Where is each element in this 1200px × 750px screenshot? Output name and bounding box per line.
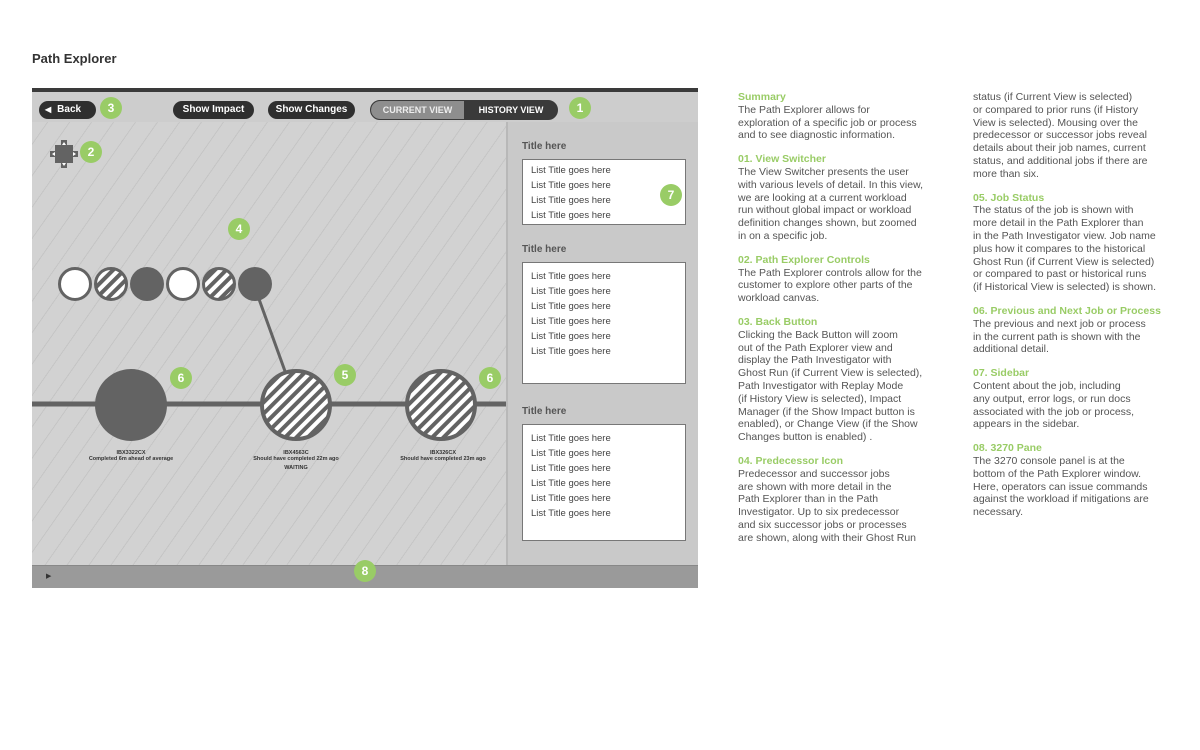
note-heading: 03. Back Button (738, 315, 818, 328)
note-body: The View Switcher presents the user with various levels of detail. In this view, we are looking at a current workload run without global impact or workload definition changes shown, but zoomed in on a specific job. (738, 165, 924, 242)
note-body: The status of the job is shown with more detail in the Path Explorer than in the Path Investigator view. Job name plus how it compares to the historical Ghost Run (if Current View is selected) or compared to past or historical runs (if Historical View is selected) is shown. (973, 204, 1157, 294)
job-state-text: WAITING (284, 465, 308, 471)
next-job-icon[interactable] (407, 371, 475, 439)
predecessor-job-icon[interactable] (238, 267, 272, 301)
sidebar-list-item[interactable]: List Title goes here (531, 301, 611, 312)
note-heading: 01. View Switcher (738, 153, 826, 166)
sidebar-list-item[interactable]: List Title goes here (531, 195, 611, 206)
job-status-text: Should have completed 23m ago (400, 456, 486, 462)
predecessor-job-icon[interactable] (60, 269, 91, 300)
note-heading: 05. Job Status (973, 191, 1045, 204)
note-01 (738, 153, 938, 243)
note-heading: Summary (738, 91, 786, 103)
history-view-tab[interactable]: HISTORY VIEW (465, 101, 557, 119)
note-07 (973, 367, 1173, 431)
show-impact-button[interactable]: Show Impact (173, 101, 254, 119)
page-title: Path Explorer (32, 51, 117, 66)
callout-4: 4 (228, 218, 250, 240)
sidebar-list (522, 262, 686, 384)
note-06 (973, 305, 1173, 356)
sidebar-list-item[interactable]: List Title goes here (531, 165, 611, 176)
note-08 (973, 442, 1173, 519)
note-04 (738, 455, 938, 545)
back-label: Back (57, 104, 82, 115)
job-status-text: Completed 6m ahead of average (88, 456, 174, 462)
note-body: Clicking the Back Button will zoom out of the Path Explorer view and display the Path Investigator with Ghost Run (if Current View is selected), Path Investigator with Replay Mode (if History View is selected), Impact Manager (if the Show Impact button is enabled), or Change View (if the Show Changes button is enabled) . (738, 328, 923, 444)
sidebar-list-item[interactable]: List Title goes here (531, 316, 611, 327)
sidebar-list-item[interactable]: List Title goes here (531, 448, 611, 459)
sidebar-section-title: Title here (522, 141, 567, 152)
previous-job-icon[interactable] (95, 369, 167, 441)
callout-6: 6 (479, 367, 501, 389)
sidebar-list-item[interactable]: List Title goes here (531, 286, 611, 297)
sidebar-list-item[interactable]: List Title goes here (531, 180, 611, 191)
job-name: IBX3322CX (116, 450, 146, 456)
note-02 (738, 254, 938, 305)
triangle-left-icon: ◀ (45, 105, 52, 114)
note-heading: 04. Predecessor Icon (738, 454, 844, 467)
sidebar-list-item[interactable]: List Title goes here (531, 210, 611, 221)
callout-2: 2 (80, 141, 102, 163)
predecessor-job-icon[interactable] (204, 269, 235, 300)
sidebar-list-item[interactable]: List Title goes here (531, 433, 611, 444)
predecessor-job-icon[interactable] (130, 267, 164, 301)
back-button[interactable] (39, 101, 96, 119)
note-heading: 06. Previous and Next Job or Process (973, 304, 1161, 317)
predecessor-icons (60, 267, 273, 301)
note-heading: 07. Sidebar (973, 367, 1030, 380)
view-switcher (370, 100, 558, 120)
canvas-graphics (32, 122, 506, 565)
notes-column-left (738, 91, 938, 556)
job-name: IBX326CX (430, 450, 456, 456)
note-03 (738, 316, 938, 444)
sidebar-list-item[interactable]: List Title goes here (531, 271, 611, 282)
callout-5: 5 (334, 364, 356, 386)
sidebar-section-title: Title here (522, 406, 567, 417)
path-explorer-window (32, 88, 698, 588)
note-04-continued (973, 91, 1173, 181)
callout-3: 3 (100, 97, 122, 119)
workload-canvas[interactable] (32, 122, 506, 565)
predecessor-connector (255, 288, 286, 374)
note-body: The Path Explorer controls allow for the customer to explore other parts of the workload canvas. (738, 266, 922, 305)
predecessor-job-icon[interactable] (168, 269, 199, 300)
sidebar-list-item[interactable]: List Title goes here (531, 478, 611, 489)
sidebar-list-item[interactable]: List Title goes here (531, 331, 611, 342)
callout-1: 1 (569, 97, 591, 119)
previous-job-status (71, 450, 191, 462)
current-view-tab[interactable]: CURRENT VIEW (371, 101, 464, 119)
callout-8: 8 (354, 560, 376, 582)
sidebar-section-title: Title here (522, 244, 567, 255)
note-heading: 02. Path Explorer Controls (738, 253, 870, 266)
note-summary (738, 91, 938, 142)
sidebar-list-item[interactable]: List Title goes here (531, 493, 611, 504)
note-body: The 3270 console panel is at the bottom of the Path Explorer window. Here, operators can issue commands against the workload if mitigations are necessary. (973, 454, 1149, 519)
callout-7: 7 (660, 184, 682, 206)
sidebar (506, 122, 698, 565)
note-body: The previous and next job or process in the current path is shown with the additional detail. (973, 317, 1146, 356)
note-05 (973, 192, 1173, 294)
note-body: status (if Current View is selected) or compared to prior runs (if History View is selected). Mousing over the predecessor or successor jobs reveal details about their job names, current status, and additional jobs if there are more than six. (973, 91, 1148, 180)
predecessor-job-icon[interactable] (96, 269, 127, 300)
note-body: The Path Explorer allows for exploration of a specific job or process and to see diagnostic information. (738, 103, 917, 142)
note-heading: 08. 3270 Pane (973, 442, 1042, 455)
sidebar-list-item[interactable]: List Title goes here (531, 346, 611, 357)
toolbar (32, 88, 698, 122)
note-body: Content about the job, including any output, error logs, or run docs associated with the job or process, appears in the sidebar. (973, 379, 1135, 431)
show-changes-button[interactable]: Show Changes (268, 101, 355, 119)
current-job-status (236, 450, 356, 471)
expand-arrow-icon[interactable]: ▶ (46, 573, 52, 580)
sidebar-list-item[interactable]: List Title goes here (531, 463, 611, 474)
current-job-icon[interactable] (262, 371, 330, 439)
callout-6: 6 (170, 367, 192, 389)
pan-control-icon[interactable] (50, 140, 78, 168)
sidebar-list-item[interactable]: List Title goes here (531, 508, 611, 519)
job-status-text: Should have completed 22m ago (253, 456, 339, 462)
notes-column-right (973, 91, 1173, 530)
job-name: IBX4563C (283, 450, 309, 456)
sidebar-list (522, 424, 686, 541)
note-body: Predecessor and successor jobs are shown with more detail in the Path Explorer than in the Path Investigator. Up to six predecessor and six successor jobs or processes are shown, along with their Ghost Run (738, 467, 917, 544)
next-job-status (383, 450, 503, 462)
